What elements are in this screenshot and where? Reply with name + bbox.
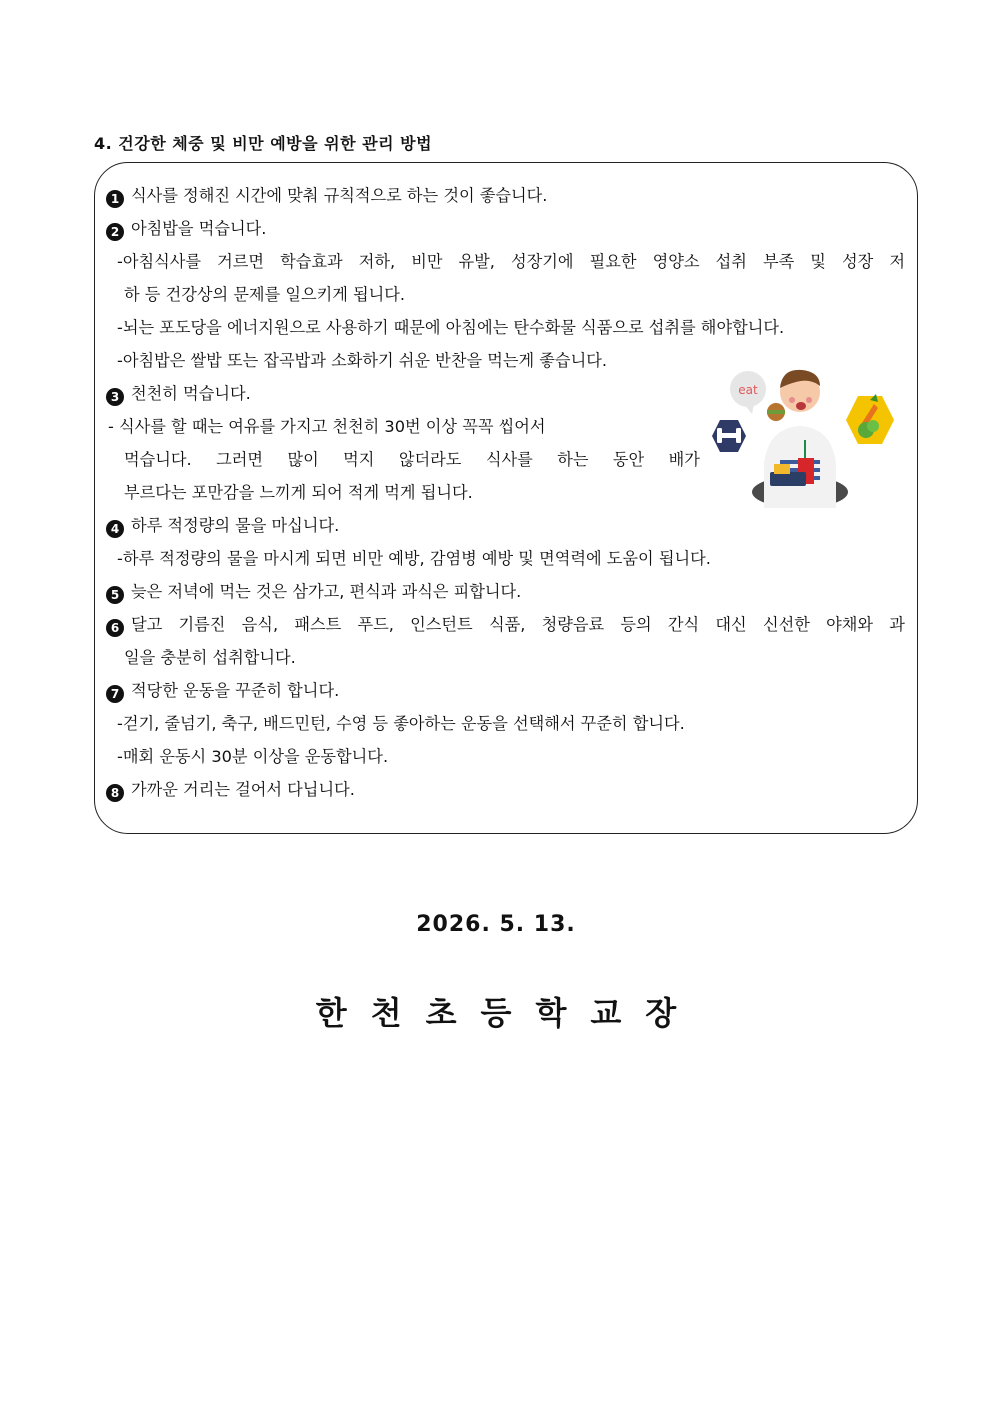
word: 야채와 [826, 615, 874, 634]
item-8-text: 가까운 거리는 걸어서 다닙니다. [131, 780, 355, 799]
word: 저하, [358, 252, 396, 271]
person-eating-burger-illustration [700, 364, 896, 508]
item-2-sub-1-line-1 [117, 251, 905, 273]
word: 필요한 [589, 252, 637, 271]
word: 비만 [411, 252, 443, 271]
section-heading: 4. 건강한 체중 및 비만 예방을 위한 관리 방법 [94, 134, 433, 153]
word: 과 [889, 615, 905, 634]
word: 신선한 [762, 615, 810, 634]
item-3-text: 천천히 먹습니다. [131, 384, 251, 403]
word: 푸드, [357, 615, 394, 634]
dumbbell-icon [712, 420, 746, 452]
item-6-text-line-2: 일을 충분히 섭취합니다. [124, 648, 296, 667]
item-1 [106, 185, 547, 208]
number-badge: 2 [106, 223, 124, 241]
word: 배가 [668, 450, 700, 469]
word: 많이 [287, 450, 319, 469]
number-badge: 4 [106, 520, 124, 538]
item-5-text: 늦은 저녁에 먹는 것은 삼가고, 편식과 과식은 피합니다. [131, 582, 522, 601]
vegetables-icon [846, 394, 894, 444]
item-1-text: 식사를 정해진 시간에 맞춰 규칙적으로 하는 것이 좋습니다. [131, 186, 548, 205]
word: 않더라도 [398, 450, 462, 469]
word: 인스턴트 [410, 615, 473, 634]
item-4-text: 하루 적정량의 물을 마십니다. [131, 516, 340, 535]
word: 등의 [620, 615, 652, 634]
number-badge: 7 [106, 685, 124, 703]
word: 식품, [488, 615, 526, 634]
bubble-text: eat [738, 383, 758, 397]
number-badge: 6 [106, 619, 124, 637]
speech-bubble-icon [730, 371, 766, 414]
item-3-sub-line-1: - 식사를 할 때는 여유를 가지고 천천히 30번 이상 꼭꼭 씹어서 [108, 417, 546, 436]
item-3-sub-line-2 [124, 449, 700, 471]
word: 기름진 [178, 615, 226, 634]
item-6-text-line-1: 달고 [131, 615, 163, 634]
word: -아침식사를 [117, 252, 202, 271]
item-2-sub-3: -아침밥은 쌀밥 또는 잡곡밥과 소화하기 쉬운 반찬을 먹는게 좋습니다. [117, 351, 607, 370]
item-6-line-1-wrap [106, 614, 162, 637]
word: 간식 [667, 615, 700, 634]
word: 학습효과 [280, 252, 343, 271]
item-7 [106, 680, 339, 703]
document-date: 2026. 5. 13. [416, 912, 576, 937]
word: 저 [889, 252, 905, 271]
word: 청량음료 [541, 615, 605, 634]
number-badge: 3 [106, 388, 124, 406]
item-8 [106, 779, 355, 802]
item-2-sub-1-line-2: 하 등 건강상의 문제를 일으키게 됩니다. [124, 285, 406, 304]
word: 유발, [458, 252, 495, 271]
item-2-text: 아침밥을 먹습니다. [131, 219, 267, 238]
item-7-sub-1: -걷기, 줄넘기, 축구, 배드민턴, 수영 등 좋아하는 운동을 선택해서 꾸준히 합니다. [117, 714, 685, 733]
word: 성장 [842, 252, 874, 271]
word: 대신 [715, 615, 747, 634]
item-4 [106, 515, 339, 538]
word: 그러면 [216, 450, 264, 469]
item-7-sub-2: -매회 운동시 30분 이상을 운동합니다. [117, 747, 389, 766]
item-7-text: 적당한 운동을 꾸준히 합니다. [131, 681, 340, 700]
word: 섭취 [715, 252, 747, 271]
word: 음식, [241, 615, 279, 634]
word: 먹습니다. [124, 450, 192, 469]
word: 하는 [557, 450, 589, 469]
person-figure [752, 370, 848, 508]
item-3 [106, 383, 251, 406]
number-badge: 8 [106, 784, 124, 802]
word: 먹지 [343, 450, 375, 469]
word: 식사를 [485, 450, 533, 469]
item-5 [106, 581, 521, 604]
word: 거르면 [217, 252, 265, 271]
word: 부족 [762, 252, 795, 271]
word: 동안 [612, 450, 645, 469]
item-3-sub-line-3: 부르다는 포만감을 느끼게 되어 적게 먹게 됩니다. [124, 483, 473, 502]
item-2-sub-2: -뇌는 포도당을 에너지원으로 사용하기 때문에 아침에는 탄수화물 식품으로 섭취를 해야합니다. [117, 318, 785, 337]
signature-school-principal: 한천초등학교장 [315, 994, 701, 1032]
item-2 [106, 218, 266, 241]
word: 성장기에 [511, 252, 574, 271]
word: 패스트 [294, 615, 342, 634]
item-6 [106, 614, 905, 637]
word: 영양소 [652, 252, 700, 271]
number-badge: 5 [106, 586, 124, 604]
item-4-sub: -하루 적정량의 물을 마시게 되면 비만 예방, 감염병 예방 및 면역력에 도움이 됩니다. [117, 549, 711, 568]
number-badge: 1 [106, 190, 124, 208]
word: 및 [810, 252, 826, 271]
